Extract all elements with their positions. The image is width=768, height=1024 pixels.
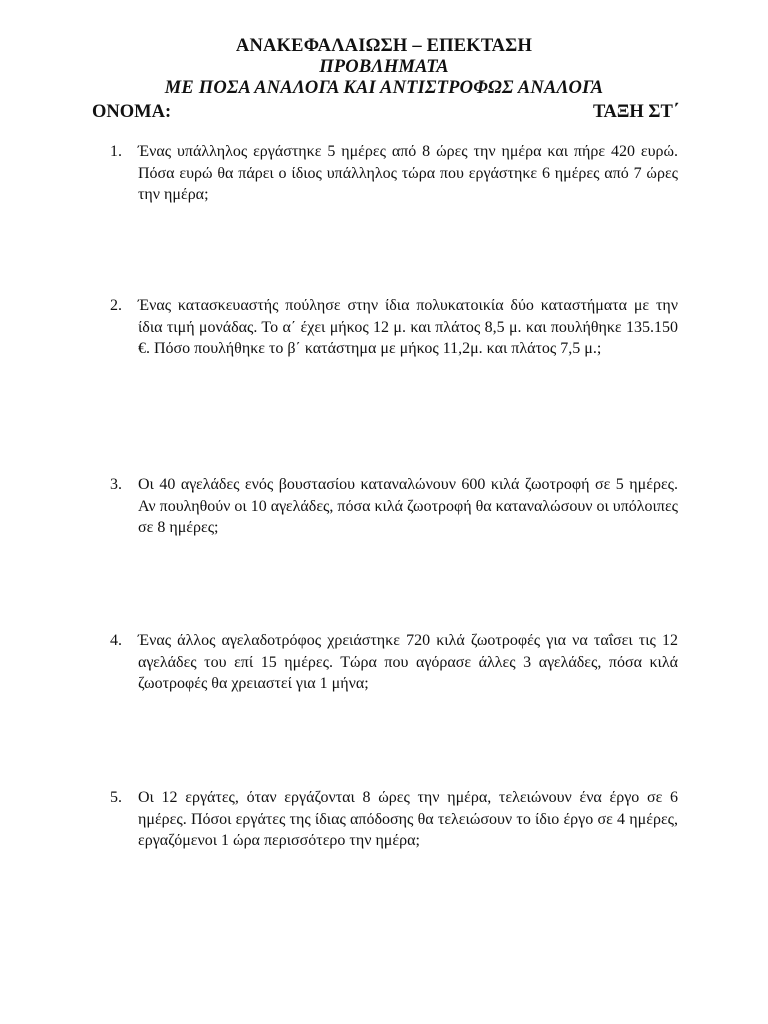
problem-text: Οι 40 αγελάδες ενός βουστασίου καταναλώνουν 600 κιλά ζωοτροφή σε 5 ημέρες. Αν πουληθούν οι 10 αγελάδες, πόσα κιλά ζωοτροφή θα καταναλώσουν οι υπόλοιπες σε 8 ημέρες; bbox=[138, 476, 678, 536]
worksheet-topic: ΜΕ ΠΟΣΑ ΑΝΑΛΟΓΑ ΚΑΙ ΑΝΤΙΣΤΡΟΦΩΣ ΑΝΑΛΟΓΑ bbox=[164, 78, 604, 98]
problem-text: Ένας άλλος αγελαδοτρόφος χρειάστηκε 720 κιλά ζωοτροφές για να ταΐσει τις 12 αγελάδες του επί 15 ημέρες. Τώρα που αγόρασε άλλες 3 αγελάδες, πόσα κιλά ζωοτροφές θα χρειαστεί για 1 μήνα; bbox=[138, 632, 678, 692]
problem-item bbox=[110, 787, 678, 852]
problem-number: 2. bbox=[110, 297, 122, 314]
problem-text: Ένας κατασκευαστής πούλησε στην ίδια πολυκατοικία δύο καταστήματα με την ίδια τιμή μονάδας. Το α΄ έχει μήκος 12 μ. και πλάτος 8,5 μ. και πουλήθηκε 135.150 €. Πόσο πουλήθηκε το β΄ κατάστημα με μήκος 11,2μ. και πλάτος 7,5 μ.; bbox=[138, 297, 678, 357]
worksheet-header bbox=[90, 36, 678, 99]
problem-number: 4. bbox=[110, 632, 122, 649]
problem-item bbox=[110, 630, 678, 695]
worksheet-title: ΑΝΑΚΕΦΑΛΑΙΩΣΗ – ΕΠΕΚΤΑΣΗ bbox=[235, 36, 533, 56]
problem-item bbox=[110, 141, 678, 206]
problem-number: 5. bbox=[110, 789, 122, 806]
problem-item bbox=[110, 474, 678, 539]
problem-text: Ένας υπάλληλος εργάστηκε 5 ημέρες από 8 ώρες την ημέρα και πήρε 420 ευρώ. Πόσα ευρώ θα πάρει ο ίδιος υπάλληλος τώρα που εργάστηκε 6 ημέρες από 7 ώρες την ημέρα; bbox=[138, 143, 678, 203]
student-info-row bbox=[92, 102, 679, 124]
problem-number: 3. bbox=[110, 476, 122, 493]
name-label: ΟΝΟΜΑ: bbox=[92, 102, 172, 122]
problem-text: Οι 12 εργάτες, όταν εργάζονται 8 ώρες την ημέρα, τελειώνουν ένα έργο σε 6 ημέρες. Πόσοι εργάτες της ίδιας απόδοσης θα τελειώσουν το ίδιο έργο σε 4 ημέρες, εργαζόμενοι 1 ώρα περισσότερο την ημέρα; bbox=[138, 789, 678, 849]
class-label: ΤΑΞΗ ΣΤ΄ bbox=[592, 102, 679, 122]
problem-number: 1. bbox=[110, 143, 122, 160]
worksheet-subtitle: ΠΡΟΒΛΗΜΑΤΑ bbox=[319, 57, 449, 77]
problem-item bbox=[110, 295, 678, 360]
